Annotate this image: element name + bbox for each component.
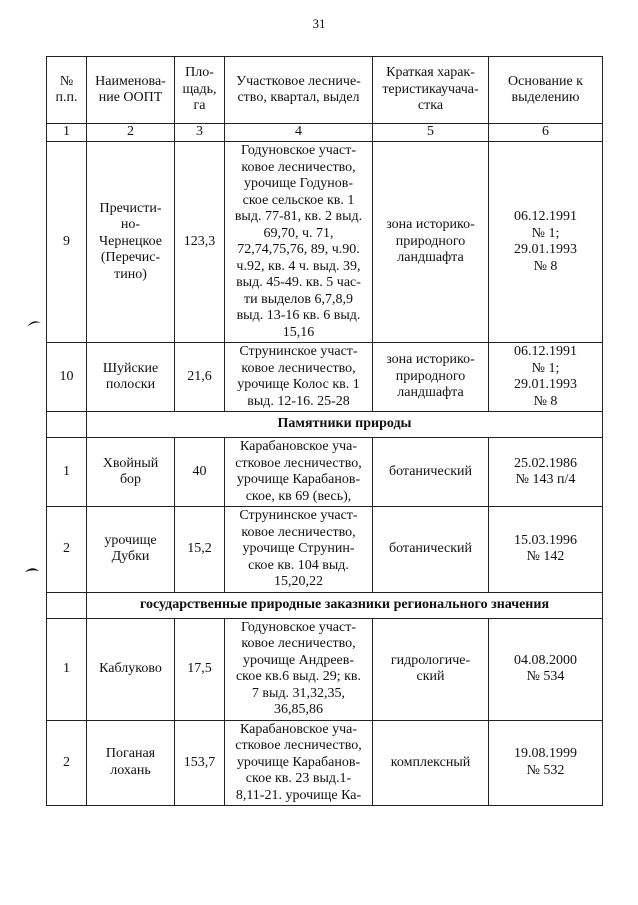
area-name: Каблуково [87,618,175,720]
table-header-row [47,57,603,124]
area-size: 15,2 [175,507,225,593]
area-location: Струнинское участ- ковое лесничество, урочище Струнин- ское кв. 104 выд. 15,20,22 [225,507,373,593]
area-size: 17,5 [175,618,225,720]
section-heading-row [47,592,603,618]
table-row [47,618,603,720]
section-heading: Памятники природы [87,412,603,438]
area-characteristic: комплексный [373,720,489,806]
area-size: 40 [175,438,225,507]
section-empty-cell [47,412,87,438]
page-number: 31 [312,16,326,31]
column-number-row [47,124,603,142]
table-row [47,438,603,507]
area-location: Карабановское уча- стковое лесничество, урочище Карабанов- ское, кв 69 (весь), [225,438,373,507]
area-characteristic: зона историко- природного ландшафта [373,142,489,343]
header-name: Наименова- ние ООПТ [87,57,175,124]
header-location: Участковое лесниче- ство, квартал, выдел [225,57,373,124]
row-number: 10 [47,343,87,412]
area-location: Карабановское уча- стковое лесничество, урочище Карабанов- ское кв. 23 выд.1- 8,11-21. урочище Ка- [225,720,373,806]
header-basis: Основание к выделению [489,57,603,124]
header-number: № п.п. [47,57,87,124]
table-row [47,507,603,593]
area-name: Поганая лохань [87,720,175,806]
area-basis: 06.12.1991 № 1; 29.01.1993 № 8 [489,142,603,343]
row-number: 2 [47,507,87,593]
area-location: Годуновское участ- ковое лесничество, урочище Андреев- ское кв.6 выд. 29; кв. 7 выд. 31,32,35, 36,85,86 [225,618,373,720]
area-name: Хвойный бор [87,438,175,507]
column-number: 4 [225,124,373,142]
area-location: Струнинское участ- ковое лесничество, урочище Колос кв. 1 выд. 12-16. 25-28 [225,343,373,412]
row-number: 1 [47,618,87,720]
area-basis: 19.08.1999 № 532 [489,720,603,806]
area-size: 21,6 [175,343,225,412]
area-basis: 15.03.1996 № 142 [489,507,603,593]
column-number: 6 [489,124,603,142]
area-basis: 25.02.1986 № 143 п/4 [489,438,603,507]
section-heading-row [47,412,603,438]
margin-mark-icon [26,318,42,328]
header-area: Пло- щадь, га [175,57,225,124]
table-row [47,720,603,806]
column-number: 2 [87,124,175,142]
column-number: 3 [175,124,225,142]
area-size: 123,3 [175,142,225,343]
area-location: Годуновское участ- ковое лесничество, урочище Годунов- ское сельское кв. 1 выд. 77-81, кв. 2 выд. 69,70, ч. 71, 72,74,75,76, 89, ч.90. ч.92, кв. 4 ч. выд. 39, выд. 45-49. кв. 5 час- ти выделов 6,7,8,9 выд. 13-16 кв. 6 выд. 15,16 [225,142,373,343]
area-basis: 06.12.1991 № 1; 29.01.1993 № 8 [489,343,603,412]
row-number: 9 [47,142,87,343]
table-row [47,343,603,412]
margin-mark-icon [24,565,40,575]
area-characteristic: гидрологиче- ский [373,618,489,720]
column-number: 5 [373,124,489,142]
area-name: Пречисти- но- Чернецкое (Перечис- тино) [87,142,175,343]
table-row [47,142,603,343]
area-name: урочище Дубки [87,507,175,593]
row-number: 2 [47,720,87,806]
area-characteristic: ботанический [373,438,489,507]
section-heading: государственные природные заказники регионального значения [87,592,603,618]
header-characteristic: Краткая харак- теристикаучача- стка [373,57,489,124]
row-number: 1 [47,438,87,507]
area-characteristic: зона историко- природного ландшафта [373,343,489,412]
column-number: 1 [47,124,87,142]
area-characteristic: ботанический [373,507,489,593]
section-empty-cell [47,592,87,618]
area-size: 153,7 [175,720,225,806]
area-name: Шуйские полоски [87,343,175,412]
protected-areas-table [46,56,603,806]
area-basis: 04.08.2000 № 534 [489,618,603,720]
